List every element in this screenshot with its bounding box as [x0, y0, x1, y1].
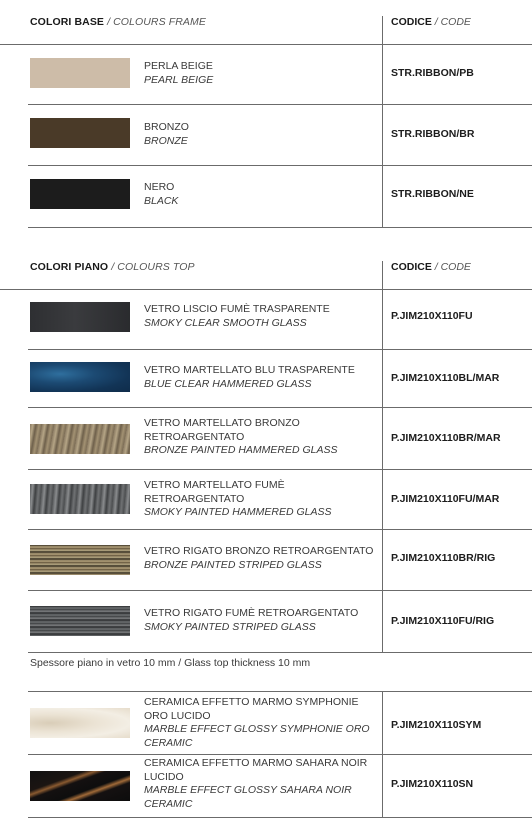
product-code: P.JIM210X110FU — [391, 310, 473, 322]
swatch-smoky-striped — [30, 606, 130, 636]
frame-row-pb — [28, 44, 532, 105]
frame-code-it: CODICE — [391, 16, 432, 28]
frame-header — [0, 0, 532, 45]
top-row-bl — [28, 350, 532, 408]
product-code: STR.RIBBON/BR — [391, 128, 475, 140]
product-code: P.JIM210X110SN — [391, 778, 474, 790]
swatch-bronze-striped — [30, 545, 130, 575]
swatch-smoky-hammered — [30, 484, 130, 514]
frame-row-text — [144, 121, 394, 148]
product-code: P.JIM210X110BL/MAR — [391, 372, 500, 384]
frame-header-title — [30, 16, 206, 28]
top-row-text — [144, 545, 394, 572]
ceramic-name-it: CERAMICA EFFETTO MARMO SAHARA NOIR LUCIDO — [144, 757, 368, 783]
product-code: P.JIM210X110FU/RIG — [391, 615, 495, 627]
top-header-it: COLORI PIANO — [30, 261, 109, 273]
ceramic-row-sn — [28, 755, 532, 818]
frame-row-br — [28, 105, 532, 166]
color-name-it: BRONZO — [144, 121, 189, 133]
product-code: STR.RIBBON/NE — [391, 188, 474, 200]
glass-name-en: SMOKY PAINTED STRIPED GLASS — [144, 620, 316, 633]
swatch-pearl-beige — [30, 58, 130, 88]
top-header-title — [30, 261, 195, 273]
top-code-en: / CODE — [434, 261, 471, 273]
swatch-sahara-noir — [30, 771, 130, 801]
top-row-bfu — [28, 470, 532, 530]
swatch-symphonie-oro — [30, 708, 130, 738]
swatch-blue-hammered — [30, 362, 130, 392]
glass-name-it: VETRO MARTELLATO BLU TRASPARENTE — [144, 364, 355, 376]
ceramic-row-text — [144, 696, 376, 750]
top-row-text — [144, 417, 364, 458]
swatch-smoky-clear-smooth — [30, 302, 130, 332]
glass-name-en: SMOKY CLEAR SMOOTH GLASS — [144, 316, 307, 329]
swatch-bronze — [30, 118, 130, 148]
glass-name-en: BLUE CLEAR HAMMERED GLASS — [144, 377, 312, 390]
ceramic-name-en: MARBLE EFFECT GLOSSY SYMPHONIE ORO CERAMIC — [144, 723, 370, 749]
color-name-en: PEARL BEIGE — [144, 73, 214, 86]
product-code: P.JIM210X110FU/MAR — [391, 493, 500, 505]
frame-row-text — [144, 181, 394, 208]
glass-name-it: VETRO RIGATO FUMÈ RETROARGENTATO — [144, 607, 359, 619]
ceramic-row-text — [144, 757, 376, 811]
swatch-bronze-hammered — [30, 424, 130, 454]
glass-name-it: VETRO MARTELLATO FUMÈ RETROARGENTATO — [144, 479, 285, 505]
color-name-en: BLACK — [144, 194, 179, 207]
top-row-rbr — [28, 530, 532, 591]
glass-name-it: VETRO RIGATO BRONZO RETROARGENTATO — [144, 545, 374, 557]
glass-name-en: BRONZE PAINTED HAMMERED GLASS — [144, 444, 338, 456]
glass-name-en: BRONZE PAINTED STRIPED GLASS — [144, 558, 322, 571]
product-code: STR.RIBBON/PB — [391, 67, 474, 79]
top-code-it: CODICE — [391, 261, 432, 273]
frame-header-it: COLORI BASE — [30, 16, 105, 28]
frame-row-text — [144, 60, 394, 87]
ceramic-row-sym — [28, 692, 532, 755]
top-row-text — [144, 479, 364, 520]
top-header — [0, 245, 532, 290]
frame-header-en: / COLOURS FRAME — [107, 16, 206, 28]
frame-code-en: / CODE — [434, 16, 471, 28]
ceramic-name-en: MARBLE EFFECT GLOSSY SAHARA NOIR CERAMIC — [144, 784, 352, 810]
glass-name-en: SMOKY PAINTED HAMMERED GLASS — [144, 506, 332, 518]
top-row-bbr — [28, 408, 532, 470]
glass-name-it: VETRO LISCIO FUMÈ TRASPARENTE — [144, 303, 330, 315]
frame-code-header — [391, 16, 471, 28]
top-row-text — [144, 364, 394, 391]
color-name-it: PERLA BEIGE — [144, 60, 213, 72]
product-code: P.JIM210X110SYM — [391, 719, 482, 731]
top-row-fu — [28, 289, 532, 350]
frame-row-ne — [28, 166, 532, 228]
ceramic-name-it: CERAMICA EFFETTO MARMO SYMPHONIE ORO LUCIDO — [144, 696, 359, 722]
swatch-black — [30, 179, 130, 209]
top-row-text — [144, 607, 394, 634]
product-code: P.JIM210X110BR/RIG — [391, 552, 496, 564]
top-row-rfu — [28, 591, 532, 653]
color-name-en: BRONZE — [144, 134, 188, 147]
glass-name-it: VETRO MARTELLATO BRONZO RETROARGENTATO — [144, 417, 300, 443]
glass-thickness-note: Spessore piano in vetro 10 mm / Glass top thickness 10 mm — [30, 657, 311, 669]
top-row-text — [144, 303, 394, 330]
product-code: P.JIM210X110BR/MAR — [391, 432, 501, 444]
top-header-en: / COLOURS TOP — [111, 261, 195, 273]
color-name-it: NERO — [144, 181, 175, 193]
top-code-header — [391, 261, 471, 273]
